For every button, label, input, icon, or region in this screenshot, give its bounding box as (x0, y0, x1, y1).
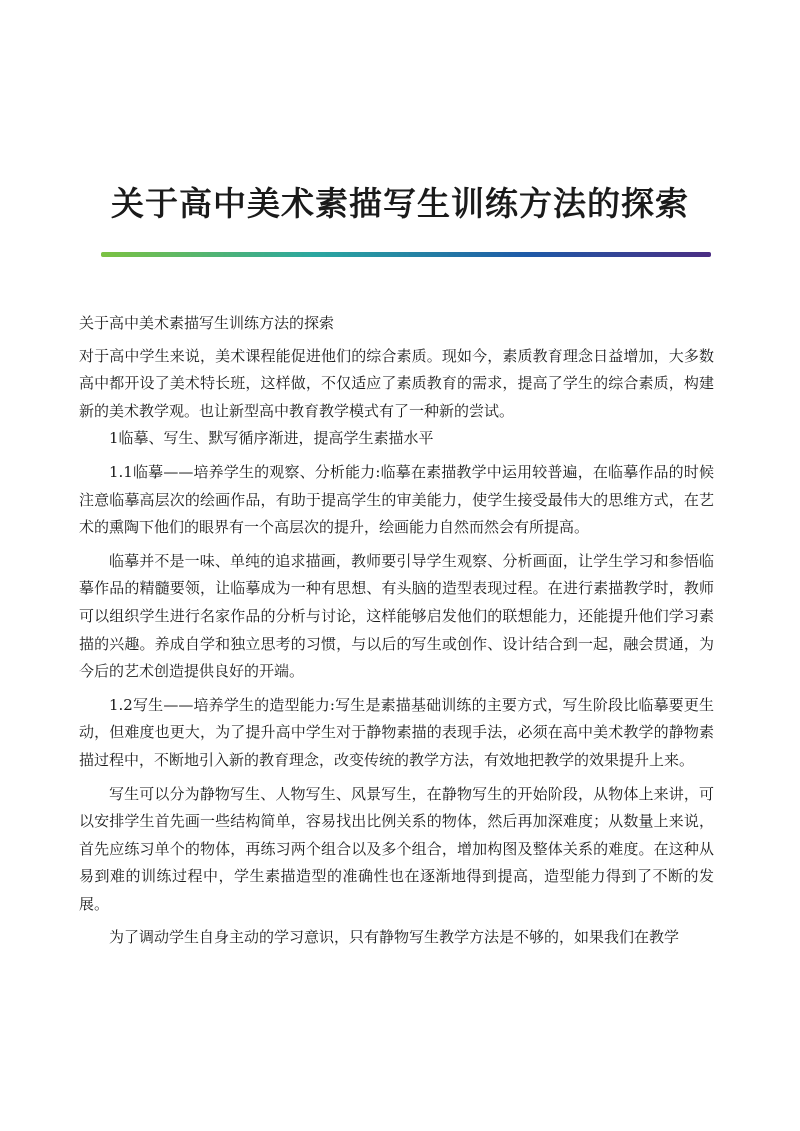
paragraph-1-1: 1.1临摹——培养学生的观察、分析能力:临摹在素描教学中运用较普遍，在临摹作品的时候注意临摹高层次的绘画作品，有助于提高学生的审美能力，使学生接受最伟大的思维方式，在艺术的熏陶下他们的眼界有一个高层次的提升，绘画能力自然而然会有所提高。 (79, 462, 714, 537)
paragraph-xiesheng: 写生可以分为静物写生、人物写生、风景写生，在静物写生的开始阶段，从物体上来讲，可以安排学生首先画一些结构简单，容易找出比例关系的物体，然后再加深难度；从数量上来说，首先应练习单个的物体，再练习两个组合以及多个组合，增加构图及整体关系的难度。在这种从易到难的训练过程中，学生素描造型的准确性也在逐渐地得到提高，造型能力得到了不断的发展。 (79, 784, 714, 913)
title-divider (101, 252, 711, 257)
paragraph-intro: 对于高中学生来说，美术课程能促进他们的综合素质。现如今，素质教育理念日益增加，大多数高中都开设了美术特长班，这样做，不仅适应了素质教育的需求，提高了学生的综合素质，构建新的美术教学观。也让新型高中教育教学模式有了一种新的尝试。 (79, 346, 714, 420)
paragraph-linmo: 临摹并不是一味、单纯的追求描画，教师要引导学生观察、分析画面，让学生学习和参悟临摹作品的精髓要领，让临摹成为一种有思想、有头脑的造型表现过程。在进行素描教学时，教师可以组织学生进行名家作品的分析与讨论，这样能够启发他们的联想能力，还能提升他们学习素描的兴趣。养成自学和独立思考的习惯，与以后的写生或创作、设计结合到一起，融会贯通，为今后的艺术创造提供良好的开端。 (79, 551, 714, 681)
paragraph-heading-1: 1临摹、写生、默写循序渐进，提高学生素描水平 (109, 429, 434, 448)
document-body (79, 310, 714, 952)
paragraph-last: 为了调动学生自身主动的学习意识，只有静物写生教学方法是不够的，如果我们在教学 (109, 928, 680, 947)
section-heading: 关于高中美术素描写生训练方法的探索 (79, 314, 335, 332)
paragraph-1-2: 1.2写生——培养学生的造型能力:写生是素描基础训练的主要方式，写生阶段比临摹要更生动，但难度也更大，为了提升高中学生对于静物素描的表现手法，必须在高中美术教学的静物素描过程中，不断地引入新的教育理念，改变传统的教学方法，有效地把教学的效果提升上来。 (79, 695, 714, 769)
document-title: 关于高中美术素描写生训练方法的探索 (111, 184, 689, 224)
